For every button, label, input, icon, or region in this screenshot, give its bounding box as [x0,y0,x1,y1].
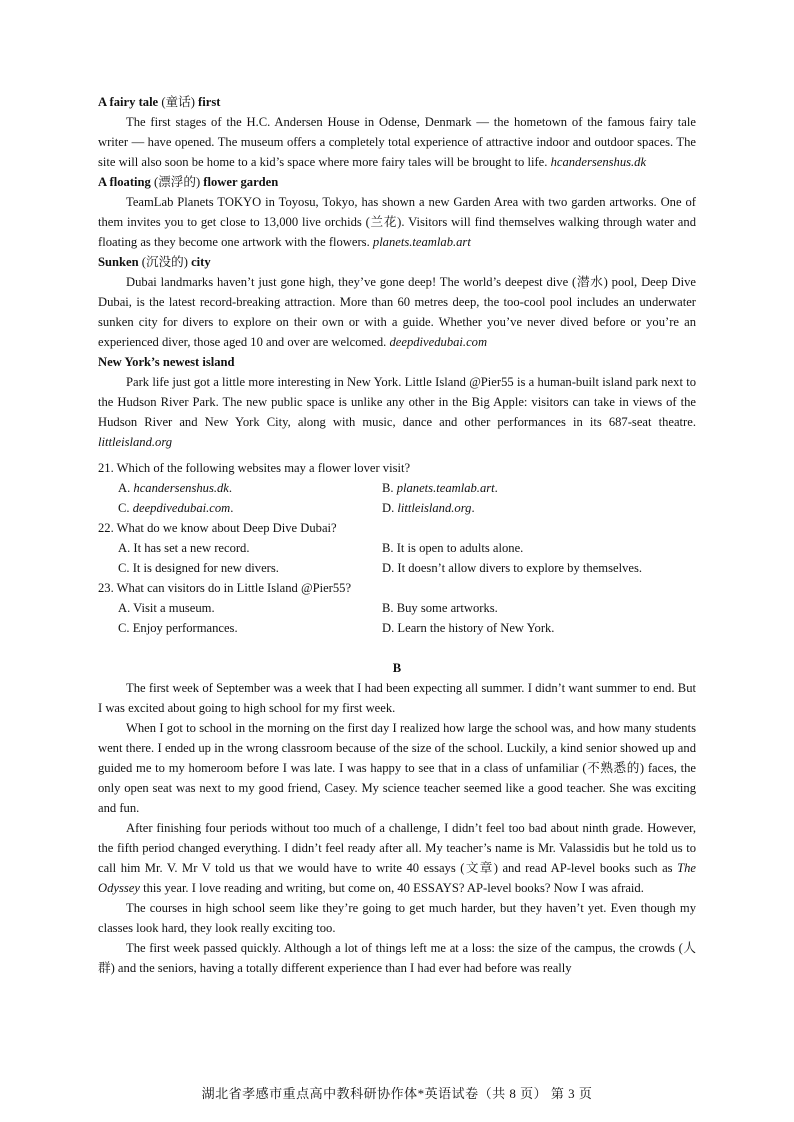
option-c: C. It is designed for new divers. [118,561,279,575]
option-a: A. hcandersenshus.dk. [118,481,233,495]
ad-item-fairy-tale [98,92,696,172]
ad-heading: New York’s newest island [98,355,235,369]
question-21 [98,458,696,518]
question-list [98,458,696,638]
option-a: A. It has set a new record. [118,541,250,555]
ad-item-new-york-island [98,352,696,452]
ad-website: hcandersenshus.dk [550,155,647,169]
ad-item-sunken-city [98,252,696,352]
passage-b-paragraph-5: The first week passed quickly. Although a lot of things left me at a loss: the size of the campus, the crowds (人群) and the seniors, having a totally different experience than I had ever had before was really [98,941,696,975]
passage-b-paragraph-1: The first week of September was a week that I had been expecting all summer. I didn’t want summer to end. But I was excited about going to high school for my first week. [98,681,696,715]
ad-body: Park life just got a little more interesting in New York. Little Island @Pier55 is a human-built island park next to the Hudson River Park. The new public space is unlike any other in the Big Apple: visitors can take in views of the Hudson River and New York City, along with music, dance and other performances in its 687-seat theatre. littleisland.org [98,375,696,449]
option-c: C. Enjoy performances. [118,621,238,635]
page-content [98,92,696,978]
option-b: B. Buy some artworks. [382,601,498,615]
question-stem: 23. What can visitors do in Little Island @Pier55? [98,581,352,595]
passage-b-paragraph-4: The courses in high school seem like they’re going to get much harder, but they haven’t yet. Even though my classes look hard, they look really exciting too. [98,901,696,935]
option-b: B. It is open to adults alone. [382,541,524,555]
option-grid [98,538,696,578]
option-d: D. littleisland.org. [382,501,475,515]
option-grid [98,598,696,638]
passage-b-paragraph-3: After finishing four periods without too much of a challenge, I didn’t feel too bad about ninth grade. However, the fifth period changed everything. I didn’t feel ready after all. My teacher’s name is Mr. Valassidis but he told us to call him Mr. V. Mr V told us that we would have to write 40 essays (文章) and read AP-level books such as The Odyssey this year. I love reading and writing, but come on, 40 ESSAYS? AP-level books? Now I was afraid. [98,821,696,895]
ad-website: planets.teamlab.art [372,235,471,249]
section-b-heading: B [392,661,402,675]
ad-body: TeamLab Planets TOKYO in Toyosu, Tokyo, has shown a new Garden Area with two garden artworks. One of them invites you to get close to 13,000 live orchids (兰花). Visitors will find themselves walking through water and floating as they become one artwork with the flowers. planets.teamlab.art [98,195,696,249]
book-title: The Odyssey [98,861,696,895]
ad-heading: A fairy tale (童话) first [98,95,221,109]
passage-b-paragraph-2: When I got to school in the morning on the first day I realized how large the school was, and how many students went there. I ended up in the wrong classroom because of the size of the school. Luckily, a kind senior showed up and guided me to my homeroom before I was late. I was happy to see that in a class of unfamiliar (不熟悉的) faces, the only open seat was next to my good friend, Casey. My science teacher seemed like a good teacher. She was exciting and fun. [98,721,696,815]
ad-website: deepdivedubai.com [389,335,488,349]
option-d: D. It doesn’t allow divers to explore by themselves. [382,561,643,575]
option-d: D. Learn the history of New York. [382,621,555,635]
ad-item-flower-garden [98,172,696,252]
question-stem: 22. What do we know about Deep Dive Dubai? [98,521,337,535]
ad-heading: A floating (漂浮的) flower garden [98,175,279,189]
question-22 [98,518,696,578]
option-grid [98,478,696,518]
question-stem: 21. Which of the following websites may a flower lover visit? [98,461,411,475]
ad-heading: Sunken (沉没的) city [98,255,211,269]
ad-body: Dubai landmarks haven’t just gone high, they’ve gone deep! The world’s deepest dive (潜水) pool, Deep Dive Dubai, is the latest record-breaking attraction. More than 60 metres deep, the too-cool pool includes an underwater sunken city for divers to explore on their own or with a guide. Whether you’ve never dived before or you’re an experienced diver, those aged 10 and over are welcomed. deepdivedubai.com [98,275,696,349]
ad-body: The first stages of the H.C. Andersen House in Odense, Denmark — the hometown of the famous fairy tale writer — have opened. The museum offers a completely total experience of attractive indoor and outdoor spaces. The site will also soon be home to a kid’s space where more fairy tales will be brought to life. hcandersenshus.dk [98,115,696,169]
option-c: C. deepdivedubai.com. [118,501,234,515]
ad-website: littleisland.org [98,435,173,449]
page-footer: 湖北省孝感市重点高中教科研协作体*英语试卷（共 8 页） 第 3 页 [201,1086,593,1101]
option-b: B. planets.teamlab.art. [382,481,498,495]
question-23 [98,578,696,638]
option-a: A. Visit a museum. [118,601,215,615]
